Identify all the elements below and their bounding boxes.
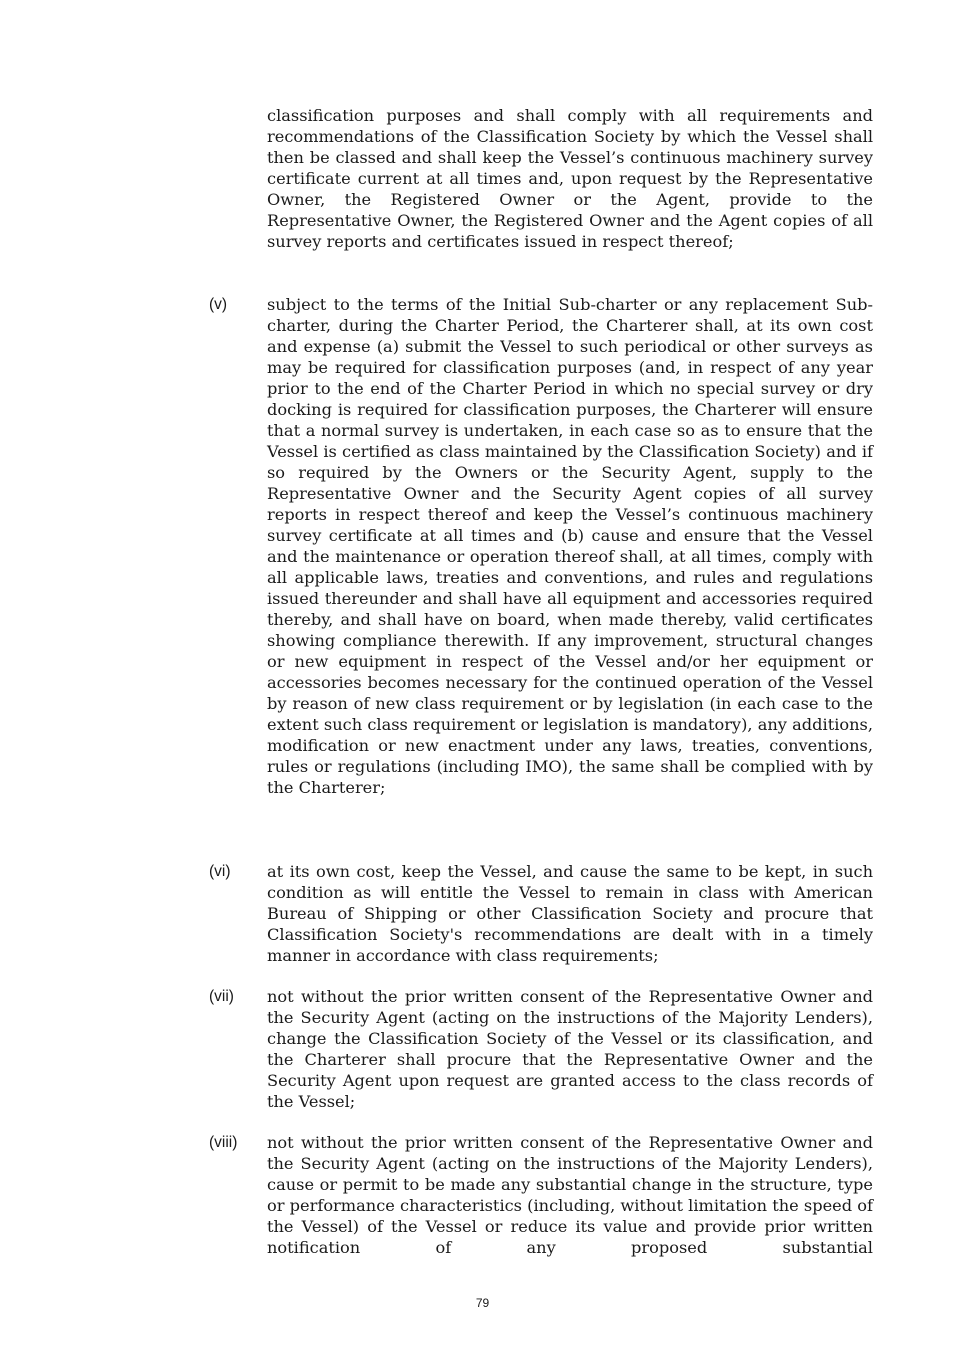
page-number: 79 <box>475 1296 490 1310</box>
clause-text-vi: at its own cost, keep the Vessel, and cause the same to be kept, in such condition as will entitle the Vessel to remain in class with American Bureau of Shipping or other Classification Society and procure that Classification Society's recommendations are dealt with in a timely manner in accordance with class requirements; <box>267 862 873 965</box>
clause-label-vi: (vi) <box>209 863 231 880</box>
clause-label-viii: (viii) <box>209 1134 238 1151</box>
clause-text-viii: not without the prior written consent of the Representative Owner and the Security Agent (acting on the instructions of the Majority Lenders), cause or permit to be made any substantial change in the structure, type or performance characteristics (including, without limitation the speed of the Vessel) of the Vessel or reduce its value and provide prior written notification of any proposed substantial <box>267 1133 873 1257</box>
clause-label-v: (v) <box>209 296 228 313</box>
clause-continuation-text: classification purposes and shall comply with all requirements and recommendations of the Classification Society by which the Vessel shall then be classed and shall keep the Vessel’s continuous machinery survey certificate current at all times and, upon request by the Representative Owner, the Registered Owner or the Agent, provide to the Representative Owner, the Registered Owner and the Agent copies of all survey reports and certificates issued in respect thereof; <box>267 106 873 251</box>
clause-text-vii: not without the prior written consent of the Representative Owner and the Security Agent (acting on the instructions of the Majority Lenders), change the Classification Society of the Vessel or its classification, and the Charterer shall procure that the Representative Owner and the Security Agent upon request are granted access to the class records of the Vessel; <box>267 987 873 1111</box>
clause-label-vii: (vii) <box>209 988 234 1005</box>
clause-text-v: subject to the terms of the Initial Sub-charter or any replacement Sub-charter, during the Charter Period, the Charterer shall, at its own cost and expense (a) submit the Vessel to such periodical or other surveys as may be required for classification purposes (and, in respect of any year prior to the end of the Charter Period in which no special survey or dry docking is required for classification purposes, the Charterer will ensure that a normal survey is undertaken, in each case so as to ensure that the Vessel is certified as class maintained by the Classification Society) and if so required by the Owners or the Security Agent, supply to the Representative Owner and the Security Agent copies of all survey reports in respect thereof and keep the Vessel’s continuous machinery survey certificate at all times and (b) cause and ensure that the Vessel and the maintenance or operation thereof shall, at all times, comply with all applicable laws, treaties and conventions, and rules and regulations issued thereunder and shall have all equipment and accessories required thereby, and shall have on board, when made thereby, valid certificates showing compliance therewith. If any improvement, structural changes or new equipment in respect of the Vessel and/or her equipment or accessories becomes necessary for the continued operation of the Vessel by reason of new class requirement or by legislation (in each case to the extent such class requirement or legislation is mandatory), any additions, modification or new enactment under any laws, treaties, conventions, rules or regulations (including IMO), the same shall be complied with by the Charterer; <box>267 295 873 797</box>
